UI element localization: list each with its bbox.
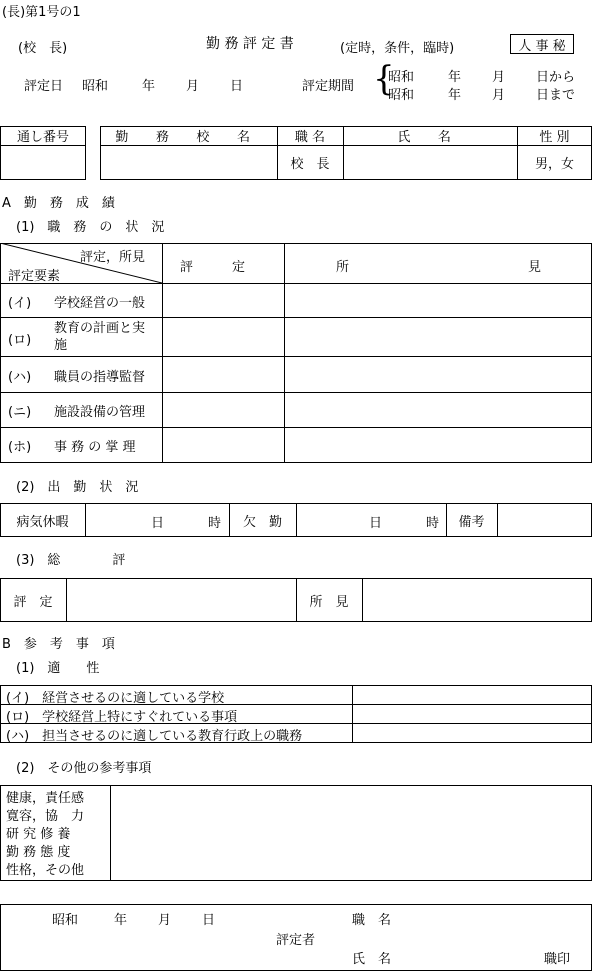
- school-name-header: 勤 務 校 名: [115, 130, 262, 145]
- sick-leave-hours: 時: [208, 516, 222, 531]
- other-item: 性格，その他: [6, 863, 85, 878]
- row-label: 学校経営の一般: [54, 296, 146, 311]
- sick-leave-label: 病気休暇: [16, 514, 69, 530]
- eval-date-era: 昭和: [82, 79, 109, 94]
- sign-position-label: 職 名: [352, 913, 392, 928]
- evaluator-label: 評定者: [276, 933, 316, 948]
- other-item: 研 究 修 養: [6, 827, 71, 842]
- section-a-sub1: (1) 職 務 の 状 況: [16, 220, 165, 235]
- period-to-year: 年: [448, 88, 462, 103]
- row-mark: (イ): [8, 296, 32, 311]
- row-mark: (ホ): [8, 440, 32, 455]
- title-note: (定時，条件，臨時): [340, 41, 455, 56]
- section-b-sub1: (1) 適 性: [16, 661, 100, 676]
- sign-day: 日: [202, 913, 216, 928]
- remarks-label: 備考: [458, 514, 485, 530]
- aptitude-item: (ロ) 学校経営上特にすぐれている事項: [6, 710, 238, 725]
- sick-leave-days: 日: [151, 516, 165, 531]
- period-from-year: 年: [448, 70, 462, 85]
- section-a-sub3: (3) 総 評: [16, 553, 126, 568]
- page-title: 勤 務 評 定 書: [206, 36, 294, 52]
- eval-date-month: 月: [186, 79, 200, 94]
- position-value: 校 長: [290, 157, 330, 172]
- sign-month: 月: [158, 913, 172, 928]
- diag-bottom-label: 評定要素: [8, 269, 61, 284]
- period-to-era: 昭和: [388, 88, 415, 103]
- section-b-sub2: (2) その他の参考事項: [16, 761, 152, 776]
- row-label: 職員の指導監督: [54, 370, 146, 385]
- eval-date-label: 評定日: [24, 79, 64, 94]
- absence-days: 日: [369, 516, 383, 531]
- period-to-month: 月: [492, 88, 506, 103]
- eval-date-year: 年: [142, 79, 156, 94]
- sign-era: 昭和: [52, 913, 79, 928]
- absence-hours: 時: [426, 516, 440, 531]
- row-mark: (ハ): [8, 370, 32, 385]
- sign-year: 年: [114, 913, 128, 928]
- other-item: 健康，責任感: [6, 791, 85, 806]
- other-item: 勤 務 態 度: [6, 845, 71, 860]
- confidential-stamp-text: 人 事 秘: [518, 38, 566, 54]
- form-number: (長)第1号の1: [2, 5, 81, 20]
- gender-header: 性 別: [539, 130, 570, 145]
- absence-label: 欠 勤: [242, 514, 282, 530]
- aptitude-item: (イ) 経営させるのに適している学校: [6, 691, 225, 706]
- overall-rating-label: 評 定: [13, 594, 53, 610]
- period-from-month: 月: [492, 70, 506, 85]
- sign-name-label: 氏 名: [352, 952, 392, 967]
- diag-top-label: 評定，所見: [80, 250, 146, 265]
- official-seal-label: 職印: [544, 952, 571, 967]
- recipient-label: (校 長): [18, 41, 68, 56]
- view-column-header-left: 所: [336, 260, 350, 275]
- view-column-header-right: 見: [528, 260, 542, 275]
- rating-column-header: 評 定: [180, 260, 246, 275]
- row-label: 事 務 の 掌 理: [54, 440, 136, 455]
- other-item: 寛容，協 力: [6, 809, 85, 824]
- position-header: 職 名: [294, 130, 326, 145]
- row-mark: (ロ): [8, 333, 32, 348]
- period-from-suffix: 日から: [536, 70, 576, 85]
- aptitude-item: (ハ) 担当させるのに適している教育行政上の職務: [6, 729, 303, 744]
- section-a-title: A 勤 務 成 績: [2, 196, 115, 211]
- overall-view-label: 所 見: [309, 594, 349, 610]
- eval-date-day: 日: [230, 79, 244, 94]
- section-b-title: B 参 考 事 項: [2, 637, 115, 652]
- period-from-era: 昭和: [388, 70, 415, 85]
- period-to-suffix: 日まで: [536, 88, 576, 103]
- row-label: 施設設備の管理: [54, 405, 146, 420]
- brace-icon: {: [373, 59, 395, 99]
- name-header: 氏 名: [397, 130, 463, 145]
- serial-number-header: 通し番号: [16, 130, 69, 145]
- eval-period-label: 評定期間: [302, 79, 355, 94]
- gender-options[interactable]: 男，女: [534, 157, 574, 172]
- row-label: 教育の計画と実施: [54, 321, 146, 353]
- confidential-stamp: [510, 34, 574, 54]
- section-a-sub2: (2) 出 勤 状 況: [16, 480, 139, 495]
- row-mark: (ニ): [8, 405, 32, 420]
